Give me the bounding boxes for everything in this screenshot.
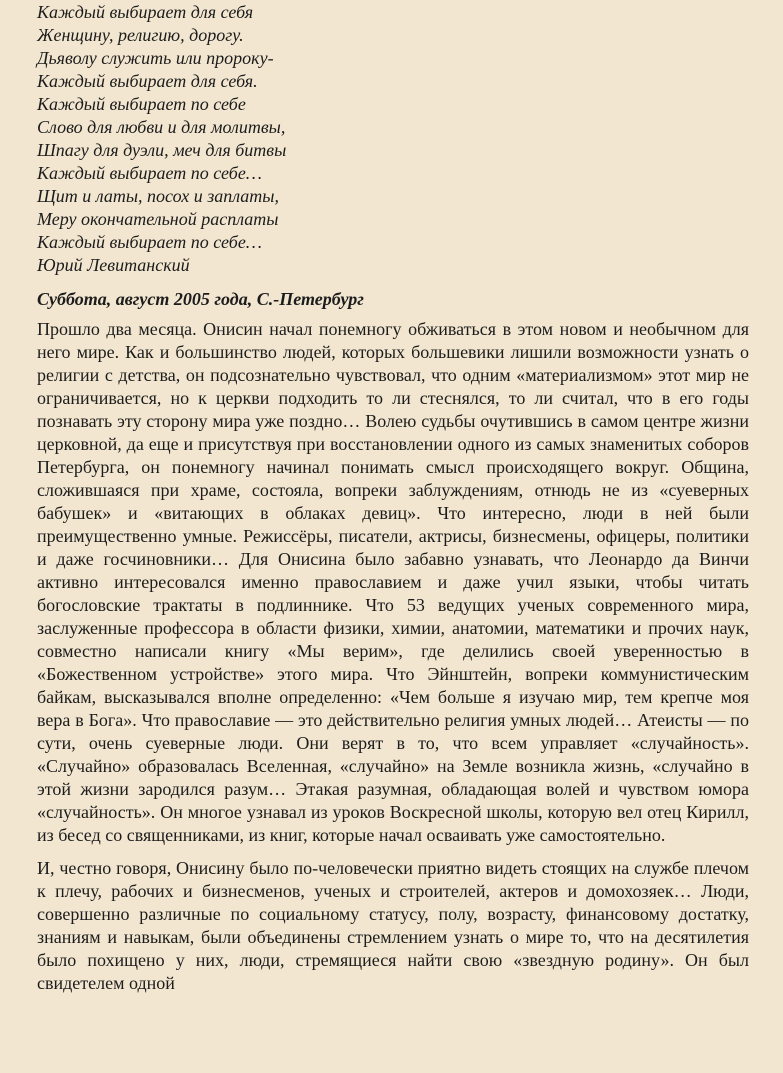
paragraph: И, честно говоря, Онисину было по-человечески приятно видеть стоящих на службе плечом к плечу, рабочих и бизнесменов, ученых и строителей, актеров и домохозяек… Люди, совершенно различные по социальному статусу, полу, возрасту, финансовому достатку, знаниям и навыкам, были объединены стремлением узнать о мире то, что на десятилетия было похищено у них, люди, стремящиеся найти свою «звездную родину». Он был свидетелем одной <box>37 858 749 993</box>
poem-line: Женщину, религию, дорогу. <box>37 25 244 45</box>
poem-line: Шпагу для дуэли, меч для битвы <box>37 140 287 160</box>
chapter-heading: Суббота, август 2005 года, С.-Петербург <box>37 289 364 309</box>
book-text <box>37 1 749 1005</box>
paragraph: Прошло два месяца. Онисин начал понемногу обживаться в этом новом и необычном для него мире. Как и большинство людей, которых большевики лишили возможности узнать о религии с детства, он подсознательно чувствовал, что одним «материализмом» этот мир не ограничивается, но к церкви подходить то ли стеснялся, то ли считал, что в его годы познавать эту сторону мира уже поздно… Волею судьбы очутившись в самом центре жизни церковной, да еще и присутствуя при восстановлении одного из самых знаменитых соборов Петербурга, он понемногу начинал понимать смысл происходящего вокруг. Община, сложившаяся при храме, состояла, вопреки заблуждениям, отнюдь не из «суеверных бабушек» и «витающих в облаках девиц». Что интересно, люди в ней были преимущественно умные. Режиссёры, писатели, актрисы, бизнесмены, офицеры, политики и даже госчиновники… Для Онисина было забавно узнавать, что Леонардо да Винчи активно интересовался именно православием и даже учил языки, чтобы читать богословские трактаты в подлиннике. Что 53 ведущих ученых современного мира, заслуженные профессора в области физики, химии, анатомии, математики и прочих наук, совместно написали книгу «Мы верим», где делились своей уверенностью в «Божественном устройстве» этого мира. Что Эйнштейн, вопреки коммунистическим байкам, высказывался вполне определенно: «Чем больше я изучаю мир, тем крепче моя вера в Бога». Что православие — это действительно религия умных людей… Атеисты — по сути, очень суеверные люди. Они верят в то, что всем управляет «случайность». «Случайно» образовалась Вселенная, «случайно» на Земле возникла жизнь, «случайно в этой жизни зародился разум… Этакая разумная, обладающая волей и чувством юмора «случайность». Он многое узнавал из уроков Воскресной школы, которую вел отец Кирилл, из бесед со священниками, из книг, которые начал осваивать уже самостоятельно. <box>37 319 749 845</box>
poem-line: Каждый выбирает для себя <box>37 2 254 22</box>
poem-line: Каждый выбирает по себе… <box>37 232 262 252</box>
poem-line: Каждый выбирает по себе <box>37 94 246 114</box>
poem-line: Меру окончательной расплаты <box>37 209 279 229</box>
poem-author: Юрий Левитанский <box>37 255 190 275</box>
epigraph-poem <box>37 1 749 277</box>
poem-line: Каждый выбирает по себе… <box>37 163 262 183</box>
poem-line: Слово для любви и для молитвы, <box>37 117 286 137</box>
poem-line: Каждый выбирает для себя. <box>37 71 258 91</box>
poem-line: Дьяволу служить или пророку- <box>37 48 274 68</box>
poem-line: Щит и латы, посох и заплаты, <box>37 186 279 206</box>
